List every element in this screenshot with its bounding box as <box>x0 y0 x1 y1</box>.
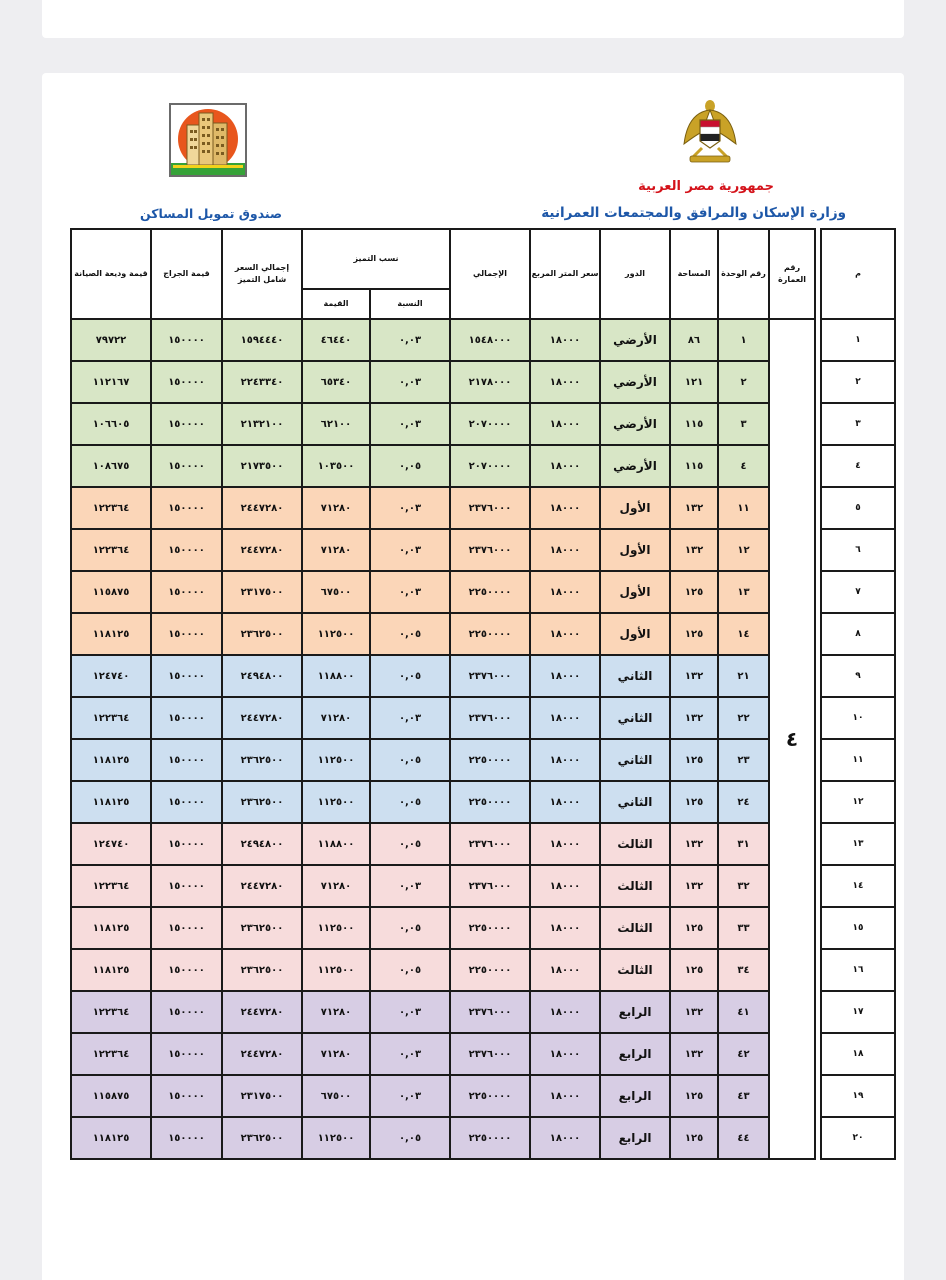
cell-rate: ٠,٠٣ <box>370 991 450 1033</box>
cell-rate: ٠,٠٣ <box>370 487 450 529</box>
cell-unit: ٤٤ <box>718 1117 769 1159</box>
cell-maint: ١٠٦٦٠٥ <box>71 403 151 445</box>
cell-price: ١٨٠٠٠ <box>530 991 600 1033</box>
cell-floor: الثاني <box>600 781 670 823</box>
cell-rate: ٠,٠٥ <box>370 613 450 655</box>
cell-area: ١٢١ <box>670 361 718 403</box>
cell-serial: ٦ <box>821 529 895 571</box>
cell-garage: ١٥٠٠٠٠ <box>151 571 222 613</box>
cell-price: ١٨٠٠٠ <box>530 949 600 991</box>
cell-maint: ١١٥٨٧٥ <box>71 1075 151 1117</box>
cell-price: ١٨٠٠٠ <box>530 655 600 697</box>
cell-price: ١٨٠٠٠ <box>530 445 600 487</box>
cell-garage: ١٥٠٠٠٠ <box>151 361 222 403</box>
cell-serial: ٥ <box>821 487 895 529</box>
cell-rate: ٠,٠٥ <box>370 445 450 487</box>
cell-gap <box>815 781 821 823</box>
cell-rate: ٠,٠٣ <box>370 529 450 571</box>
cell-maint: ١٢٤٧٤٠ <box>71 655 151 697</box>
cell-floor: الثاني <box>600 655 670 697</box>
cell-area: ١٢٥ <box>670 907 718 949</box>
cell-garage: ١٥٠٠٠٠ <box>151 1075 222 1117</box>
cell-maint: ١١٨١٢٥ <box>71 949 151 991</box>
header-unit: رقم الوحدة <box>718 229 769 319</box>
cell-maint: ١١٢١٦٧ <box>71 361 151 403</box>
cell-rate: ٠,٠٣ <box>370 571 450 613</box>
cell-floor: الثالث <box>600 823 670 865</box>
cell-total: ٢٣٧٦٠٠٠ <box>450 865 530 907</box>
cell-price: ١٨٠٠٠ <box>530 529 600 571</box>
cell-with: ٢٤٤٧٢٨٠ <box>222 1033 302 1075</box>
cell-price: ١٨٠٠٠ <box>530 865 600 907</box>
cell-serial: ٨ <box>821 613 895 655</box>
cell-rate: ٠,٠٣ <box>370 1033 450 1075</box>
cell-garage: ١٥٠٠٠٠ <box>151 613 222 655</box>
cell-area: ١٢٥ <box>670 571 718 613</box>
cell-floor: الرابع <box>600 1117 670 1159</box>
cell-unit: ٤٢ <box>718 1033 769 1075</box>
cell-maint: ١٢٢٣٦٤ <box>71 991 151 1033</box>
cell-gap <box>815 487 821 529</box>
cell-rate: ٠,٠٣ <box>370 403 450 445</box>
cell-total: ٢٣٧٦٠٠٠ <box>450 1033 530 1075</box>
cell-garage: ١٥٠٠٠٠ <box>151 991 222 1033</box>
cell-floor: الأول <box>600 613 670 655</box>
cell-unit: ٣ <box>718 403 769 445</box>
cell-with: ٢٤٤٧٢٨٠ <box>222 991 302 1033</box>
cell-rate: ٠,٠٥ <box>370 781 450 823</box>
cell-value: ١١٨٨٠٠ <box>302 823 370 865</box>
cell-serial: ١٨ <box>821 1033 895 1075</box>
header-maintenance: قيمة وديعة الصيانة <box>71 229 151 319</box>
cell-area: ١٢٥ <box>670 739 718 781</box>
cell-unit: ١٤ <box>718 613 769 655</box>
cell-with: ٢٣٦٢٥٠٠ <box>222 613 302 655</box>
cell-value: ٦٧٥٠٠ <box>302 571 370 613</box>
cell-total: ٢١٧٨٠٠٠ <box>450 361 530 403</box>
cell-price: ١٨٠٠٠ <box>530 403 600 445</box>
cell-price: ١٨٠٠٠ <box>530 1033 600 1075</box>
cell-serial: ١٠ <box>821 697 895 739</box>
cell-area: ١٢٥ <box>670 1075 718 1117</box>
cell-total: ٢٠٧٠٠٠٠ <box>450 403 530 445</box>
cell-price: ١٨٠٠٠ <box>530 697 600 739</box>
table-body <box>71 319 895 1159</box>
cell-garage: ١٥٠٠٠٠ <box>151 1033 222 1075</box>
cell-total: ٢٢٥٠٠٠٠ <box>450 571 530 613</box>
cell-gap <box>815 739 821 781</box>
cell-price: ١٨٠٠٠ <box>530 1075 600 1117</box>
cell-total: ٢٠٧٠٠٠٠ <box>450 445 530 487</box>
cell-garage: ١٥٠٠٠٠ <box>151 487 222 529</box>
cell-rate: ٠,٠٥ <box>370 1117 450 1159</box>
cell-gap <box>815 991 821 1033</box>
cell-with: ٢٣٦٢٥٠٠ <box>222 781 302 823</box>
cell-garage: ١٥٠٠٠٠ <box>151 949 222 991</box>
header-premium-rate: النسبة <box>370 289 450 319</box>
cell-area: ١٣٢ <box>670 529 718 571</box>
cell-serial: ٣ <box>821 403 895 445</box>
cell-area: ١٣٢ <box>670 865 718 907</box>
cell-price: ١٨٠٠٠ <box>530 571 600 613</box>
cell-area: ٨٦ <box>670 319 718 361</box>
cell-with: ٢٤٤٧٢٨٠ <box>222 529 302 571</box>
cell-unit: ٢٢ <box>718 697 769 739</box>
cell-rate: ٠,٠٣ <box>370 865 450 907</box>
cell-value: ٦٥٣٤٠ <box>302 361 370 403</box>
cell-rate: ٠,٠٥ <box>370 739 450 781</box>
cell-floor: الثالث <box>600 865 670 907</box>
cell-floor: الأرضي <box>600 403 670 445</box>
cell-garage: ١٥٠٠٠٠ <box>151 823 222 865</box>
cell-garage: ١٥٠٠٠٠ <box>151 739 222 781</box>
cell-gap <box>815 1117 821 1159</box>
cell-rate: ٠,٠٣ <box>370 697 450 739</box>
cell-serial: ١٥ <box>821 907 895 949</box>
cell-rate: ٠,٠٥ <box>370 655 450 697</box>
cell-maint: ١١٨١٢٥ <box>71 907 151 949</box>
fund-title: صندوق تمويل المساكن <box>140 206 283 221</box>
cell-price: ١٨٠٠٠ <box>530 739 600 781</box>
cell-value: ٦٢١٠٠ <box>302 403 370 445</box>
cell-unit: ٤١ <box>718 991 769 1033</box>
cell-total: ٢٣٧٦٠٠٠ <box>450 991 530 1033</box>
cell-value: ٧١٢٨٠ <box>302 487 370 529</box>
cell-gap <box>815 865 821 907</box>
cell-total: ٢٣٧٦٠٠٠ <box>450 487 530 529</box>
cell-area: ١١٥ <box>670 403 718 445</box>
cell-gap <box>815 697 821 739</box>
cell-unit: ١١ <box>718 487 769 529</box>
cell-gap <box>815 1033 821 1075</box>
cell-with: ٢٤٤٧٢٨٠ <box>222 697 302 739</box>
cell-total: ٢٢٥٠٠٠٠ <box>450 907 530 949</box>
cell-rate: ٠,٠٣ <box>370 319 450 361</box>
cell-floor: الرابع <box>600 991 670 1033</box>
cell-unit: ١٣ <box>718 571 769 613</box>
cell-price: ١٨٠٠٠ <box>530 361 600 403</box>
cell-gap <box>815 529 821 571</box>
cell-serial: ١٤ <box>821 865 895 907</box>
cell-value: ١١٢٥٠٠ <box>302 907 370 949</box>
cell-with: ٢٣٦٢٥٠٠ <box>222 949 302 991</box>
header-garage: قيمة الجراج <box>151 229 222 319</box>
cell-price: ١٨٠٠٠ <box>530 613 600 655</box>
header-area: المساحة <box>670 229 718 319</box>
cell-value: ١١٢٥٠٠ <box>302 613 370 655</box>
cell-gap <box>815 361 821 403</box>
housing-fund-logo-icon <box>169 103 247 177</box>
cell-floor: الأرضي <box>600 445 670 487</box>
cell-with: ٢١٧٣٥٠٠ <box>222 445 302 487</box>
cell-with: ١٥٩٤٤٤٠ <box>222 319 302 361</box>
cell-maint: ٧٩٧٢٢ <box>71 319 151 361</box>
header-serial: م <box>821 229 895 319</box>
cell-gap <box>815 613 821 655</box>
cell-value: ٧١٢٨٠ <box>302 991 370 1033</box>
cell-with: ٢٣٦٢٥٠٠ <box>222 1117 302 1159</box>
cell-value: ١١٢٥٠٠ <box>302 781 370 823</box>
previous-card <box>42 0 904 38</box>
cell-maint: ١٢٤٧٤٠ <box>71 823 151 865</box>
cell-with: ٢٢٤٣٣٤٠ <box>222 361 302 403</box>
cell-price: ١٨٠٠٠ <box>530 1117 600 1159</box>
cell-gap <box>815 319 821 361</box>
cell-total: ١٥٤٨٠٠٠ <box>450 319 530 361</box>
cell-total: ٢٣٧٦٠٠٠ <box>450 697 530 739</box>
header-premium-value: القيمة <box>302 289 370 319</box>
cell-serial: ٢ <box>821 361 895 403</box>
cell-maint: ١١٨١٢٥ <box>71 781 151 823</box>
cell-floor: الأول <box>600 571 670 613</box>
cell-unit: ٣٢ <box>718 865 769 907</box>
cell-floor: الثاني <box>600 739 670 781</box>
cell-serial: ١٣ <box>821 823 895 865</box>
cell-total: ٢٣٧٦٠٠٠ <box>450 823 530 865</box>
cell-value: ٧١٢٨٠ <box>302 697 370 739</box>
cell-unit: ٢٣ <box>718 739 769 781</box>
cell-gap <box>815 949 821 991</box>
cell-maint: ١١٨١٢٥ <box>71 1117 151 1159</box>
cell-serial: ٢٠ <box>821 1117 895 1159</box>
table-row <box>71 319 895 361</box>
cell-area: ١٢٥ <box>670 1117 718 1159</box>
cell-maint: ١١٥٨٧٥ <box>71 571 151 613</box>
cell-serial: ٤ <box>821 445 895 487</box>
cell-total: ٢٢٥٠٠٠٠ <box>450 613 530 655</box>
cell-maint: ١٢٢٣٦٤ <box>71 865 151 907</box>
cell-garage: ١٥٠٠٠٠ <box>151 781 222 823</box>
cell-serial: ١٢ <box>821 781 895 823</box>
cell-floor: الثالث <box>600 907 670 949</box>
cell-area: ١٣٢ <box>670 487 718 529</box>
cell-rate: ٠,٠٥ <box>370 949 450 991</box>
cell-area: ١٣٢ <box>670 697 718 739</box>
cell-with: ٢٤٩٤٨٠٠ <box>222 655 302 697</box>
cell-garage: ١٥٠٠٠٠ <box>151 319 222 361</box>
header-premium-group: نسب التميز <box>302 229 450 289</box>
cell-area: ١٣٢ <box>670 823 718 865</box>
cell-with: ٢٣٦٢٥٠٠ <box>222 907 302 949</box>
cell-area: ١٢٥ <box>670 781 718 823</box>
cell-unit: ١ <box>718 319 769 361</box>
cell-with: ٢٣١٧٥٠٠ <box>222 571 302 613</box>
cell-value: ١١٢٥٠٠ <box>302 949 370 991</box>
cell-total: ٢٢٥٠٠٠٠ <box>450 781 530 823</box>
cell-rate: ٠,٠٥ <box>370 823 450 865</box>
cell-floor: الثاني <box>600 697 670 739</box>
cell-gap <box>815 1075 821 1117</box>
cell-unit: ٢١ <box>718 655 769 697</box>
cell-value: ٧١٢٨٠ <box>302 529 370 571</box>
cell-value: ٤٦٤٤٠ <box>302 319 370 361</box>
cell-area: ١٢٥ <box>670 613 718 655</box>
cell-area: ١١٥ <box>670 445 718 487</box>
document-card <box>42 73 904 1280</box>
cell-with: ٢٣١٧٥٠٠ <box>222 1075 302 1117</box>
cell-garage: ١٥٠٠٠٠ <box>151 1117 222 1159</box>
cell-gap <box>815 655 821 697</box>
cell-price: ١٨٠٠٠ <box>530 823 600 865</box>
cell-price: ١٨٠٠٠ <box>530 907 600 949</box>
cell-maint: ١٢٢٣٦٤ <box>71 1033 151 1075</box>
cell-with: ٢٤٤٧٢٨٠ <box>222 865 302 907</box>
cell-garage: ١٥٠٠٠٠ <box>151 907 222 949</box>
cell-total: ٢٣٧٦٠٠٠ <box>450 655 530 697</box>
cell-garage: ١٥٠٠٠٠ <box>151 655 222 697</box>
cell-serial: ١ <box>821 319 895 361</box>
cell-floor: الرابع <box>600 1075 670 1117</box>
cell-total: ٢٣٧٦٠٠٠ <box>450 529 530 571</box>
cell-value: ١٠٣٥٠٠ <box>302 445 370 487</box>
ministry-title: وزارة الإسكان والمرافق والمجتمعات العمرانية <box>541 205 846 221</box>
cell-area: ١٣٢ <box>670 655 718 697</box>
cell-price: ١٨٠٠٠ <box>530 319 600 361</box>
cell-value: ٦٧٥٠٠ <box>302 1075 370 1117</box>
cell-serial: ١١ <box>821 739 895 781</box>
cell-unit: ٤٣ <box>718 1075 769 1117</box>
cell-area: ١٣٢ <box>670 1033 718 1075</box>
cell-rate: ٠,٠٣ <box>370 361 450 403</box>
cell-maint: ١١٨١٢٥ <box>71 613 151 655</box>
cell-rate: ٠,٠٣ <box>370 1075 450 1117</box>
cell-gap <box>815 403 821 445</box>
cell-maint: ١١٨١٢٥ <box>71 739 151 781</box>
cell-unit: ٢ <box>718 361 769 403</box>
egypt-eagle-emblem-icon <box>682 98 738 170</box>
cell-serial: ١٩ <box>821 1075 895 1117</box>
cell-gap <box>815 823 821 865</box>
cell-unit: ٢٤ <box>718 781 769 823</box>
cell-building-number: ٤ <box>769 319 815 1159</box>
cell-floor: الأرضي <box>600 319 670 361</box>
header-building: رقم العمارة <box>769 229 815 319</box>
cell-floor: الرابع <box>600 1033 670 1075</box>
cell-maint: ١٢٢٣٦٤ <box>71 487 151 529</box>
cell-value: ٧١٢٨٠ <box>302 865 370 907</box>
cell-unit: ١٢ <box>718 529 769 571</box>
cell-garage: ١٥٠٠٠٠ <box>151 403 222 445</box>
cell-serial: ٧ <box>821 571 895 613</box>
cell-serial: ١٧ <box>821 991 895 1033</box>
cell-unit: ٣٤ <box>718 949 769 991</box>
cell-area: ١٣٢ <box>670 991 718 1033</box>
cell-total: ٢٢٥٠٠٠٠ <box>450 1117 530 1159</box>
cell-garage: ١٥٠٠٠٠ <box>151 529 222 571</box>
units-table-wrapper <box>70 228 894 1160</box>
cell-with: ٢٤٤٧٢٨٠ <box>222 487 302 529</box>
header-floor: الدور <box>600 229 670 319</box>
cell-floor: الثالث <box>600 949 670 991</box>
header-total-with-premium: إجمالي السعر شامل التميز <box>222 229 302 319</box>
cell-value: ١١٢٥٠٠ <box>302 739 370 781</box>
header-price-sqm: سعر المتر المربع <box>530 229 600 319</box>
cell-value: ١١٨٨٠٠ <box>302 655 370 697</box>
header-gap <box>815 229 821 319</box>
cell-area: ١٢٥ <box>670 949 718 991</box>
cell-with: ٢٤٩٤٨٠٠ <box>222 823 302 865</box>
cell-garage: ١٥٠٠٠٠ <box>151 697 222 739</box>
cell-floor: الأول <box>600 487 670 529</box>
cell-maint: ١٢٢٣٦٤ <box>71 697 151 739</box>
cell-gap <box>815 445 821 487</box>
cell-price: ١٨٠٠٠ <box>530 487 600 529</box>
cell-price: ١٨٠٠٠ <box>530 781 600 823</box>
cell-garage: ١٥٠٠٠٠ <box>151 865 222 907</box>
cell-rate: ٠,٠٥ <box>370 907 450 949</box>
cell-unit: ٣١ <box>718 823 769 865</box>
cell-gap <box>815 907 821 949</box>
cell-with: ٢١٣٢١٠٠ <box>222 403 302 445</box>
cell-gap <box>815 571 821 613</box>
cell-total: ٢٢٥٠٠٠٠ <box>450 949 530 991</box>
country-title: جمهورية مصر العربية <box>638 179 774 194</box>
cell-with: ٢٣٦٢٥٠٠ <box>222 739 302 781</box>
cell-floor: الأرضي <box>600 361 670 403</box>
cell-serial: ١٦ <box>821 949 895 991</box>
cell-value: ٧١٢٨٠ <box>302 1033 370 1075</box>
cell-total: ٢٢٥٠٠٠٠ <box>450 739 530 781</box>
cell-unit: ٤ <box>718 445 769 487</box>
cell-garage: ١٥٠٠٠٠ <box>151 445 222 487</box>
cell-unit: ٣٣ <box>718 907 769 949</box>
cell-maint: ١٢٢٣٦٤ <box>71 529 151 571</box>
header-total: الإجمالي <box>450 229 530 319</box>
cell-maint: ١٠٨٦٧٥ <box>71 445 151 487</box>
cell-floor: الأول <box>600 529 670 571</box>
cell-serial: ٩ <box>821 655 895 697</box>
units-price-table <box>70 228 896 1160</box>
cell-total: ٢٢٥٠٠٠٠ <box>450 1075 530 1117</box>
cell-value: ١١٢٥٠٠ <box>302 1117 370 1159</box>
